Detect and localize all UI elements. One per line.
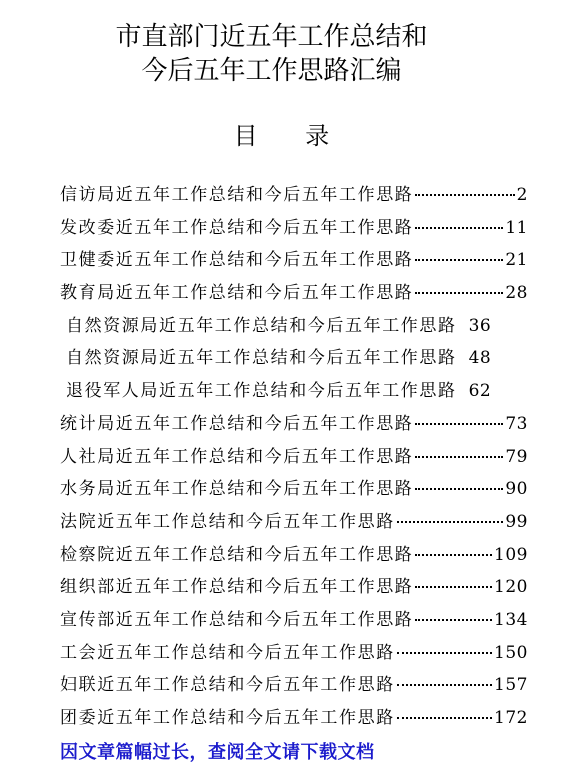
table-of-contents — [60, 180, 528, 736]
toc-entry-title: 人社局近五年工作总结和今后五年工作思路 — [60, 446, 414, 467]
toc-page-number: 79 — [505, 446, 528, 467]
toc-entry-title: 检察院近五年工作总结和今后五年工作思路 — [60, 544, 414, 565]
toc-page-number: 62 — [468, 381, 492, 402]
toc-dot-leader — [415, 586, 492, 588]
toc-page-number: 90 — [505, 479, 528, 500]
toc-page-number: 21 — [505, 250, 528, 271]
toc-dot-leader — [415, 488, 503, 490]
toc-dot-leader — [415, 423, 503, 425]
toc-dot-leader — [415, 554, 492, 556]
toc-entry[interactable] — [60, 278, 528, 311]
toc-dot-leader — [415, 456, 503, 458]
toc-entry[interactable] — [60, 311, 528, 344]
toc-entry[interactable] — [60, 670, 528, 703]
toc-dot-leader — [397, 684, 492, 686]
toc-entry-title: 自然资源局近五年工作总结和今后五年工作思路 — [66, 348, 457, 369]
toc-entry[interactable] — [60, 180, 528, 213]
toc-entry[interactable] — [60, 245, 528, 278]
toc-entry[interactable] — [60, 409, 528, 442]
toc-entry-title: 发改委近五年工作总结和今后五年工作思路 — [60, 217, 414, 238]
toc-entry[interactable] — [60, 605, 528, 638]
toc-entry-title: 水务局近五年工作总结和今后五年工作思路 — [60, 479, 414, 500]
toc-dot-leader — [415, 227, 503, 229]
toc-entry-title: 退役军人局近五年工作总结和今后五年工作思路 — [66, 381, 457, 402]
toc-dot-leader — [415, 619, 492, 621]
toc-page-number: 120 — [494, 577, 528, 598]
toc-page-number: 28 — [505, 283, 528, 304]
document-title-line-1: 市直部门近五年工作总结和 — [115, 22, 428, 52]
toc-entry-title: 工会近五年工作总结和今后五年工作思路 — [60, 642, 395, 663]
toc-entry[interactable] — [60, 540, 528, 573]
toc-page-number: 11 — [505, 217, 528, 238]
toc-entry-title: 自然资源局近五年工作总结和今后五年工作思路 — [66, 315, 457, 336]
toc-dot-leader — [415, 292, 503, 294]
toc-entry[interactable] — [60, 343, 528, 376]
toc-entry[interactable] — [60, 572, 528, 605]
toc-entry-title: 信访局近五年工作总结和今后五年工作思路 — [60, 185, 414, 205]
toc-page-number: 109 — [494, 544, 528, 565]
toc-entry-title: 组织部近五年工作总结和今后五年工作思路 — [60, 577, 414, 598]
toc-page-number: 73 — [505, 413, 528, 434]
download-notice: 因文章篇幅过长，查阅全文请下载文档 — [60, 742, 375, 763]
toc-entry-title: 卫健委近五年工作总结和今后五年工作思路 — [60, 250, 414, 271]
toc-page-number: 172 — [494, 708, 528, 728]
toc-dot-leader — [397, 652, 492, 654]
toc-dot-leader — [397, 521, 504, 523]
toc-page-number: 157 — [494, 675, 528, 696]
toc-entry-title: 统计局近五年工作总结和今后五年工作思路 — [60, 413, 414, 434]
toc-entry-title: 法院近五年工作总结和今后五年工作思路 — [60, 511, 395, 532]
toc-entry[interactable] — [60, 442, 528, 475]
toc-entry[interactable] — [60, 507, 528, 540]
toc-page-number: 134 — [494, 609, 528, 630]
toc-entry[interactable] — [60, 703, 528, 736]
toc-entry[interactable] — [60, 474, 528, 507]
document-title-line-2: 今后五年工作思路汇编 — [141, 56, 402, 86]
toc-entry[interactable] — [60, 376, 528, 409]
toc-dot-leader — [415, 259, 503, 261]
toc-page-number: 36 — [468, 315, 492, 336]
toc-dot-leader — [397, 717, 492, 719]
toc-entry[interactable] — [60, 213, 528, 246]
toc-entry-title: 团委近五年工作总结和今后五年工作思路 — [60, 708, 395, 728]
toc-page-number: 99 — [505, 511, 528, 532]
toc-page-number: 48 — [468, 348, 492, 369]
toc-entry-title: 妇联近五年工作总结和今后五年工作思路 — [60, 675, 395, 696]
toc-entry-title: 宣传部近五年工作总结和今后五年工作思路 — [60, 609, 414, 630]
toc-page-number: 150 — [494, 642, 528, 663]
toc-entry-title: 教育局近五年工作总结和今后五年工作思路 — [60, 283, 414, 304]
toc-entry[interactable] — [60, 638, 528, 671]
toc-page-number: 2 — [516, 185, 528, 205]
toc-dot-leader — [415, 194, 514, 196]
toc-heading: 目 录 — [233, 122, 350, 150]
